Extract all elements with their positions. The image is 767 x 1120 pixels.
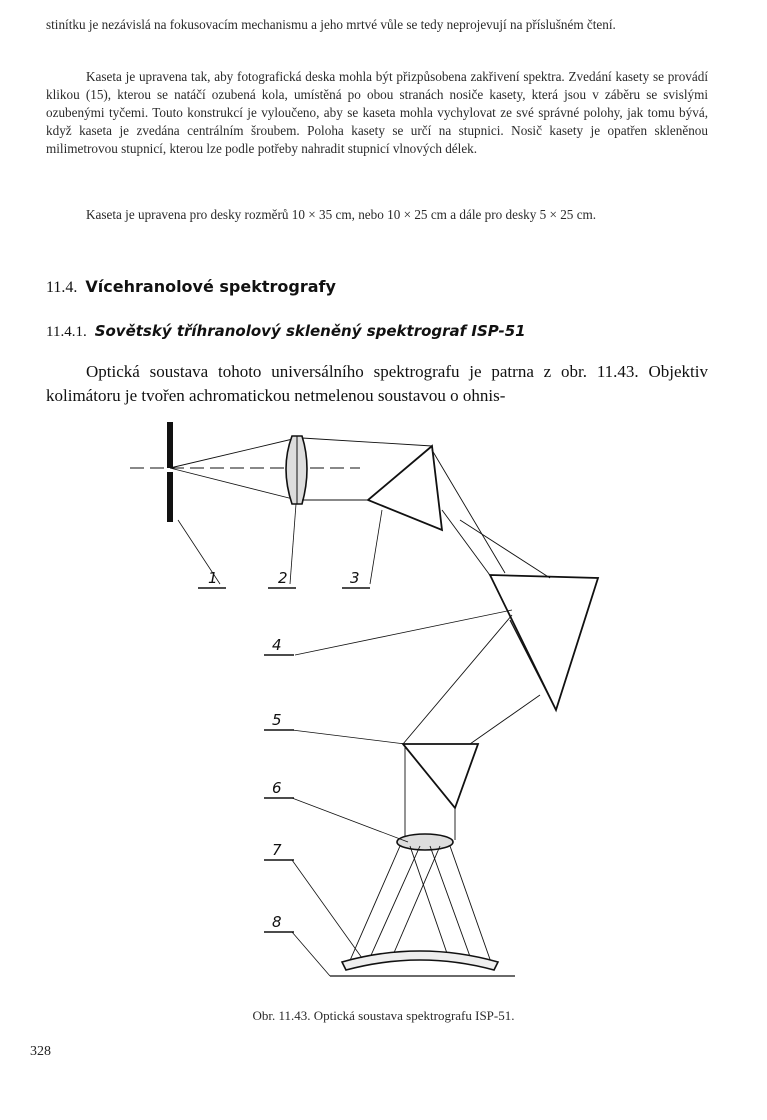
leader-6 [292,798,408,842]
beam-ray [390,846,440,962]
figure-label-1: 1 [208,569,218,587]
beam-ray [410,846,450,962]
figure-label-6: 6 [272,779,282,797]
leader-8 [292,932,330,976]
beam-ray [302,438,432,446]
paragraph-2-text: Kaseta je upravena tak, aby fotografická deska mohla být přizpůsobena zakřivení spektra. Zvedání kasety se provádí klikou (15), kterou se natáčí ozubená kola, umístěná po obou stranách nosiče kasety, která jsou v záběru se svislými ozubenými tyčemi. Touto konstrukcí je vyloučeno, aby se kaseta mohla vychylovat ze své správné polohy, jak tomu bývá, když kaseta je zvedána centrálním šroubem. Poloha kasety se určí na stupnici. Nosič kasety je opatřen skleněnou milimetrovou stupnicí, kterou lze podle potřeby nahradit stupnicí vlnových délek. [46,69,708,156]
leader-2 [290,504,296,584]
beam-ray [170,468,297,500]
figure-label-8: 8 [272,913,282,931]
paragraph-4-text: Optická soustava tohoto universálního spektrografu je patrna z obr. 11.43. Objektiv kolimátoru je tvořen achromatickou netmelenou soustavou o ohnis- [46,362,708,405]
beam-ray [470,695,540,744]
subsection-number: 11.4.1. [46,324,87,340]
beam-ray [460,520,550,578]
figure-label-5: 5 [272,711,282,729]
figure-caption: Obr. 11.43. Optická soustava spektrografu ISP-51. [252,1008,515,1023]
paragraph-2 [46,68,708,158]
leader-4 [295,610,512,655]
beam-ray [430,846,472,962]
camera-lens [397,834,453,850]
subsection-heading [46,322,526,341]
beam-ray [368,846,420,962]
paragraph-1: stinítku je nezávislá na fokusovacím mechanismu a jeho mrtvé vůle se tedy neprojevují na příslušném čtení. [46,17,616,32]
section-heading [46,277,336,297]
prism-3 [403,744,478,808]
leader-7 [292,860,362,958]
figure-label-7: 7 [272,841,282,859]
beam-ray [348,846,400,965]
prism-2 [490,575,598,710]
prism-2-edge [510,620,556,710]
beam-ray [442,510,492,578]
figure-label-3: 3 [350,569,360,587]
slit-lower [167,472,173,522]
paragraph-4 [46,360,708,408]
slit [167,422,173,468]
beam-ray [403,615,512,744]
section-number: 11.4. [46,279,78,296]
figure-label-2: 2 [278,569,288,587]
beam-ray [170,438,297,468]
prism-1 [368,446,442,530]
leader-5 [292,730,405,744]
figure-label-4: 4 [272,636,282,654]
paragraph-3-text: Kaseta je upravena pro desky rozměrů 10 × 35 cm, nebo 10 × 25 cm a dále pro desky 5 × 25 cm. [86,207,597,222]
paragraph-3 [46,206,708,224]
beam-ray [450,846,492,965]
photo-plate [342,951,498,970]
page-number: 328 [30,1044,51,1059]
section-title: Vícehranolové spektrografy [85,277,336,296]
subsection-title: Sovětský tříhranolový skleněný spektrograf ISP-51 [94,322,526,340]
optical-diagram [120,410,640,990]
leader-3 [370,510,382,584]
